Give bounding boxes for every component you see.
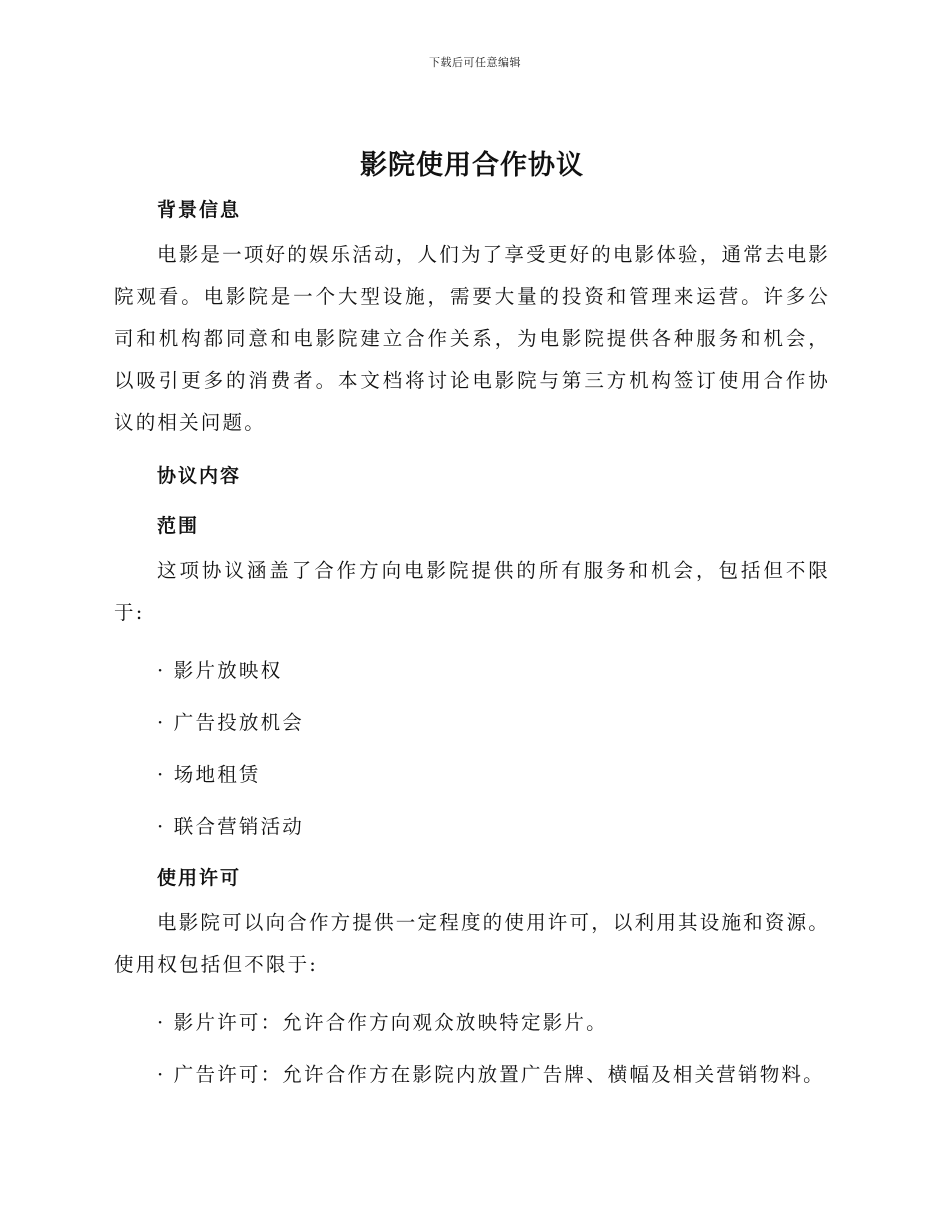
list-item-scope-3: · 场地租赁 bbox=[157, 763, 261, 786]
list-item-scope-2: · 广告投放机会 bbox=[157, 711, 304, 734]
list-item-license-2: · 广告许可：允许合作方在影院内放置广告牌、横幅及相关营销物料。 bbox=[157, 1063, 825, 1086]
heading-agreement: 协议内容 bbox=[157, 465, 242, 487]
paragraph-scope: 这项协议涵盖了合作方向电影院提供的所有服务和机会，包括但不限于: bbox=[114, 559, 830, 624]
paragraph-background: 电影是一项好的娱乐活动，人们为了享受更好的电影体验，通常去电影院观看。电影院是一个大型设施，需要大量的投资和管理来运营。许多公司和机构都同意和电影院建立合作关系，为电影院提供各种服务和机会，以吸引更多的消费者。本文档将讨论电影院与第三方机构签订使用合作协议的相关问题。 bbox=[114, 243, 830, 434]
list-item-scope-4: · 联合营销活动 bbox=[157, 815, 304, 838]
list-item-license-1: · 影片许可：允许合作方向观众放映特定影片。 bbox=[157, 1011, 608, 1034]
paragraph-license: 电影院可以向合作方提供一定程度的使用许可，以利用其设施和资源。使用权包括但不限于: bbox=[114, 911, 830, 976]
list-item-scope-1: · 影片放映权 bbox=[157, 659, 283, 682]
heading-background: 背景信息 bbox=[157, 199, 242, 221]
document-title: 影院使用合作协议 bbox=[360, 150, 584, 181]
header-note: 下载后可任意编辑 bbox=[429, 56, 521, 69]
document-body bbox=[114, 146, 830, 1090]
heading-scope: 范围 bbox=[157, 515, 200, 537]
heading-license: 使用许可 bbox=[157, 867, 242, 889]
